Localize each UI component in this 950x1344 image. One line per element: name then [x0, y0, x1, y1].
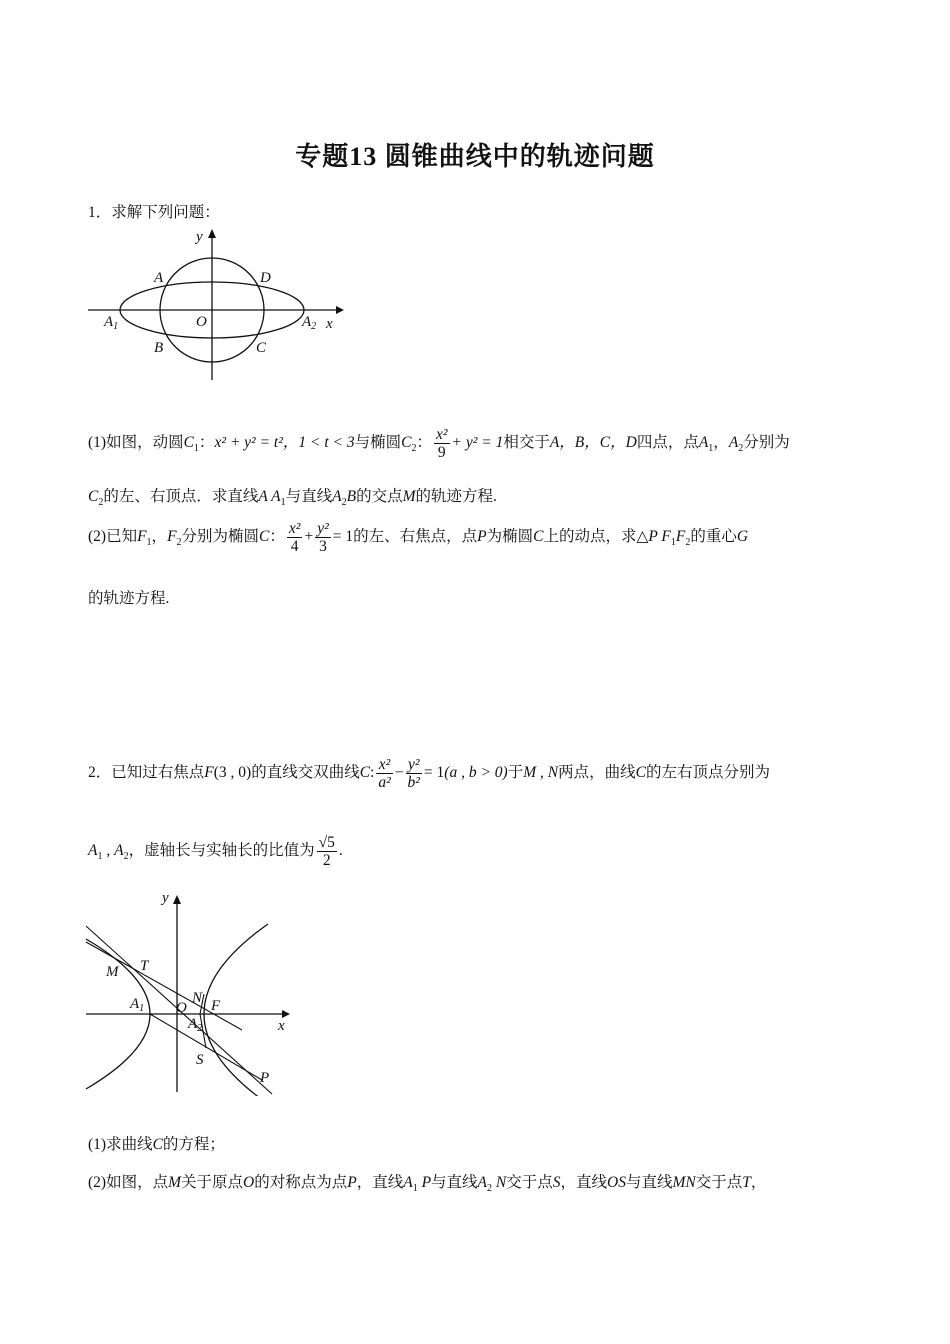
page-title: 专题13 圆锥曲线中的轨迹问题 [295, 142, 655, 171]
y-axis-arrow [173, 895, 181, 904]
point-s-label: S [196, 1052, 204, 1068]
q2-line2: $A_1$ , $A_2$，虚轴长与实轴长的比值为 $\frac{√5}{2}$ . [88, 834, 343, 870]
point-p-label: P [260, 1070, 270, 1086]
fraction-x2-over-9: $\frac{\text{x²}}{9}$ [435, 426, 448, 462]
point-a2-label: $A_2$ [188, 1016, 203, 1034]
x-axis-arrow [282, 1010, 290, 1018]
point-a-label: A [154, 270, 164, 286]
fraction-y2-over-b2: $\frac{\text{y²}}{\text{b²}}$ [407, 756, 420, 792]
fraction-x2-over-4: $\frac{\text{x²}}{4}$ [288, 520, 301, 556]
point-d-label: D [260, 270, 271, 286]
fraction-sqrt5-over-2: $\frac{√5}{2}$ [318, 834, 335, 870]
q1-part1-line2: $C_2$的左、右顶点．求直线A $A_1$与直线$A_2B$的交点M的轨迹方程. [88, 488, 497, 509]
point-a1-label: $A_1$ [104, 314, 119, 332]
q1-stem: 1．求解下列问题： [88, 204, 220, 221]
fraction-y2-over-3: $\frac{\text{y²}}{3}$ [317, 520, 329, 556]
x-label: x [278, 1018, 285, 1034]
x-axis-arrow [336, 306, 344, 314]
y-label: y [162, 890, 169, 906]
y-axis-arrow [208, 229, 216, 238]
q1-part2-line2: 的轨迹方程. [88, 590, 170, 607]
point-a2-label: $A_2$ [302, 314, 317, 332]
point-n-label: N [192, 990, 203, 1006]
point-c-label: C [256, 340, 267, 356]
x-label: x [326, 316, 333, 332]
point-b-label: B [154, 340, 164, 356]
q1-part2-line1: (2)已知$F_1$，$F_2$分别为椭圆C： $\frac{\text{x²}}{4}$ + $\frac{\text{y²}}{3}$ = 1的左、右焦点，点P为椭圆C上的动点，求△P $F_1F_2$的重心G [88, 520, 749, 556]
q1-part1-line1: (1)如图，动圆$C_1$：x² + y² = t²，1 < t < 3与椭圆$C_2$： $\frac{\text{x²}}{9}$ + y² = 1相交于A，B，C，D四点，点$A_1$，$A_2$分别为 [88, 426, 790, 462]
q2-part1: (1)求曲线C的方程； [88, 1136, 225, 1153]
q2-part2: (2)如图，点M关于原点O的对称点为点P，直线$A_1$ P与直线$A_2$ N交于点S，直线OS与直线MN交于点T， [88, 1174, 767, 1195]
figure-hyperbola [84, 884, 296, 1096]
point-t-label: T [140, 958, 149, 974]
point-m-label: M [106, 964, 119, 980]
figure-ellipse-circle [84, 222, 346, 382]
point-f-label: F [211, 998, 221, 1014]
origin-label: O [196, 314, 207, 330]
q2-line1: 2．已知过右焦点F(3 , 0)的直线交双曲线C: $\frac{\text{x²}}{\text{a²}}$ − $\frac{\text{y²}}{\text{b²}}$ = 1(a , b > 0)于M , N两点，曲线C的左右顶点分别为 [88, 756, 770, 792]
point-a1-label: $A_1$ [130, 996, 145, 1014]
y-label: y [196, 229, 203, 245]
line-os [86, 942, 242, 1030]
origin-label: O [176, 1000, 187, 1016]
fraction-x2-over-a2: $\frac{\text{x²}}{\text{a²}}$ [378, 756, 391, 792]
